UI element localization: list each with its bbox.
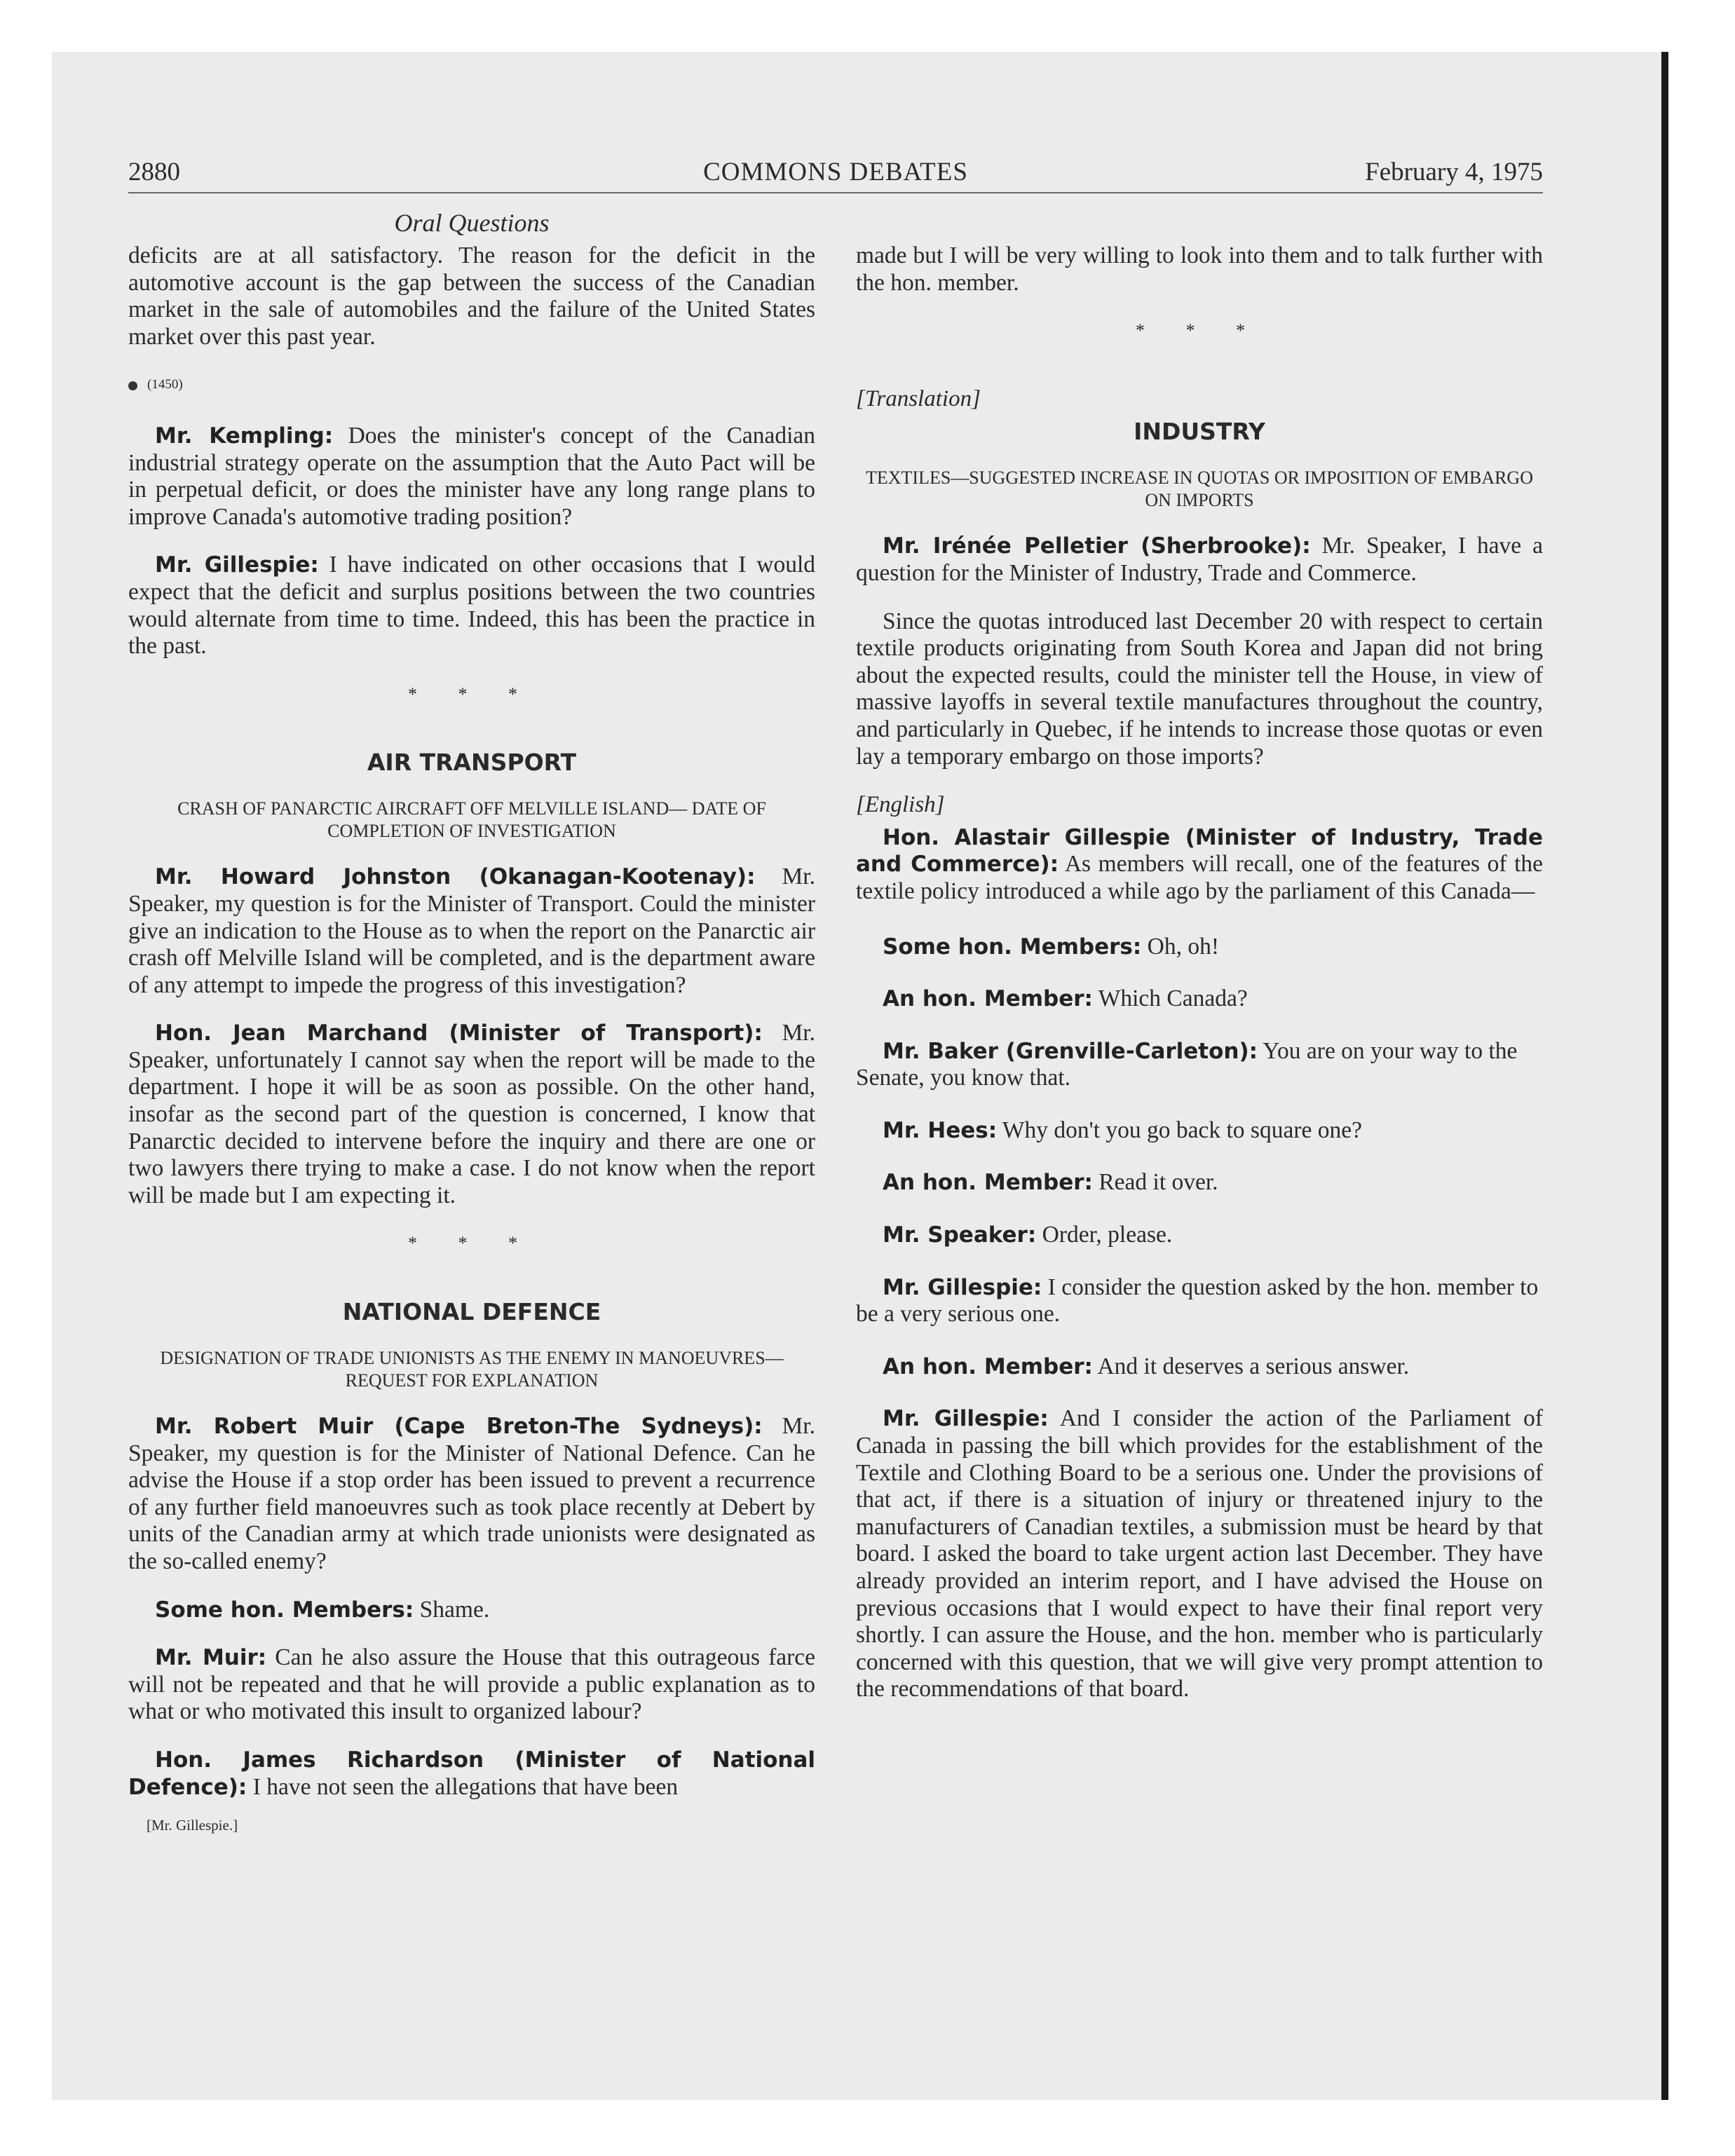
speech: Mr. Speaker: Order, please. <box>883 1222 1173 1248</box>
right-column <box>856 243 1543 1724</box>
speech: An hon. Member: Which Canada? <box>883 985 1248 1012</box>
page-edge-shadow <box>1661 52 1668 2100</box>
speech: Mr. Gillespie: I consider the question asked by the hon. member to be a very serious one. <box>856 1274 1539 1328</box>
bullet-icon <box>128 381 137 390</box>
speech: Hon. Alastair Gillespie (Minister of Industry, Trade and Commerce): As members will recall, one of the features of the textile policy introduced a while ago by the parliament of this Canada— <box>856 824 1543 904</box>
speech: Some hon. Members: Shame. <box>155 1596 490 1623</box>
time-marker: (1450) <box>128 371 815 399</box>
speech: Mr. Kempling: Does the minister's concept of the Canadian industrial strategy operate on the assumption that the Auto Pact will be in perpetual deficit, or does the minister have any long range plans to improve Canada's automotive trading position? <box>128 422 815 530</box>
speech: Some hon. Members: Oh, oh! <box>883 933 1220 960</box>
page-date: February 4, 1975 <box>1365 158 1543 186</box>
speaker-name: Mr. Gillespie: <box>883 1406 1049 1432</box>
section-heading-oral-questions: Oral Questions <box>394 209 550 237</box>
section-subtitle: CRASH OF PANARCTIC AIRCRAFT OFF MELVILLE ISLAND— DATE OF COMPLETION OF INVESTIGATION <box>177 798 766 842</box>
speech: Mr. Baker (Grenville-Carleton): You are on your way to the Senate, you know that. <box>856 1037 1518 1091</box>
speech: Hon. Jean Marchand (Minister of Transport): Mr. Speaker, unfortunately I cannot say when the report will be made to the department. I hope it will be as soon as possible. On the other hand, insofar as the second part of the question is concerned, I know that Panarctic decided to intervene before the inquiry and there are one or two lawyers there trying to make a case. I do not know when the report will be made but I am expecting it. <box>128 1020 815 1208</box>
speaker-name: Hon. James Richardson (Minister of National Defence): <box>128 1747 815 1800</box>
paragraph: deficits are at all satisfactory. The reason for the deficit in the automotive account is the gap between the success of the Canadian market in the sale of automobiles and the failure of the United States market over this past year. <box>128 243 815 350</box>
speaker-name: Mr. Hees: <box>883 1117 998 1143</box>
publication-title: COMMONS DEBATES <box>703 158 968 186</box>
speaker-name: Mr. Kempling: <box>155 423 334 449</box>
section-title: AIR TRANSPORT <box>367 749 577 777</box>
section-separator: * * * <box>1136 320 1263 341</box>
paragraph: made but I will be very willing to look into them and to talk further with the hon. member. <box>856 243 1543 296</box>
footnote: [Mr. Gillespie.] <box>147 1817 238 1834</box>
speaker-name: Mr. Robert Muir (Cape Breton-The Sydneys): <box>155 1414 763 1440</box>
section-separator: * * * <box>408 1233 536 1254</box>
paragraph: Since the quotas introduced last December 20 with respect to certain textile products originating from South Korea and Japan did not bring about the expected results, could the minister tell the House, in view of massive layoffs in several textile manufactures throughout the country, and particularly in Quebec, if he intends to increase those quotas or even lay a temporary embargo on those imports? <box>856 608 1543 770</box>
speech: Mr. Irénée Pelletier (Sherbrooke): Mr. Speaker, I have a question for the Minister of Industry, Trade and Commerce. <box>856 533 1543 586</box>
speech: An hon. Member: Read it over. <box>883 1169 1218 1196</box>
speech: Hon. James Richardson (Minister of National Defence): I have not seen the allegations that have been <box>128 1747 815 1800</box>
speech: Mr. Gillespie: And I consider the action of the Parliament of Canada in passing the bill which provides for the establishment of the Textile and Clothing Board to be a serious one. Under the provisions of that act, if there is a situation of injury or threatened injury to the manufacturers of Canadian textiles, a submission must be heard by that board. I asked the board to take urgent action last December. They have already provided an interim report, and I have advised the House on previous occasions that I would expect to have their final report very shortly. I can assure the House, and the hon. member who is particularly concerned with this question, that we will give very prompt attention to the recommendations of that board. <box>856 1405 1544 1703</box>
page-number: 2880 <box>128 158 180 186</box>
speaker-name: Hon. Alastair Gillespie (Minister of Industry, Trade and Commerce): <box>856 824 1543 878</box>
speech: Mr. Gillespie: I have indicated on other occasions that I would expect that the deficit and surplus positions between the two countries would alternate from time to time. Indeed, this has been the practice in the past. <box>128 552 816 660</box>
speech: An hon. Member: And it deserves a serious answer. <box>883 1353 1410 1379</box>
left-column <box>128 243 815 1839</box>
speaker-name: Mr. Gillespie: <box>155 552 319 578</box>
language-marker: [Translation] <box>856 386 981 411</box>
section-title: INDUSTRY <box>1134 418 1265 446</box>
speaker-name: An hon. Member: <box>883 1353 1093 1379</box>
speaker-name: Mr. Irénée Pelletier (Sherbrooke): <box>883 533 1311 559</box>
language-marker: [English] <box>856 792 945 818</box>
speaker-name: Hon. Jean Marchand (Minister of Transport): <box>155 1021 763 1046</box>
speaker-name: Mr. Gillespie: <box>883 1274 1042 1300</box>
section-subtitle: TEXTILES—SUGGESTED INCREASE IN QUOTAS OR IMPOSITION OF EMBARGO ON IMPORTS <box>866 468 1533 511</box>
speaker-name: Mr. Howard Johnston (Okanagan-Kootenay): <box>155 864 756 890</box>
speech: Mr. Muir: Can he also assure the House that this outrageous farce will not be repeated and that he will provide a public explanation as to what or who motivated this insult to organized labour? <box>128 1644 815 1725</box>
section-title: NATIONAL DEFENCE <box>342 1298 601 1326</box>
page-header <box>128 153 1543 193</box>
speaker-name: An hon. Member: <box>883 1170 1093 1196</box>
speaker-name: Mr. Muir: <box>155 1645 267 1671</box>
speech: Mr. Robert Muir (Cape Breton-The Sydneys): Mr. Speaker, my question is for the Minister of National Defence. Can he advise the House if a stop order has been issued to prevent a recurrence of any further field manoeuvres such as took place recently at Debert by units of the Canadian army at which trade unionists were designated as the so-called enemy? <box>128 1413 815 1574</box>
speech: Mr. Howard Johnston (Okanagan-Kootenay): Mr. Speaker, my question is for the Minister of Transport. Could the minister give an indication to the House as to when the report on the Panarctic air crash off Melville Island will be completed, and is the department aware of any attempt to impede the progress of this investigation? <box>128 864 815 998</box>
section-separator: * * * <box>408 683 536 704</box>
speaker-name: An hon. Member: <box>883 986 1093 1012</box>
speaker-name: Mr. Baker (Grenville-Carleton): <box>883 1038 1258 1064</box>
section-subtitle: DESIGNATION OF TRADE UNIONISTS AS THE ENEMY IN MANOEUVRES—REQUEST FOR EXPLANATION <box>160 1348 784 1391</box>
speaker-name: Mr. Speaker: <box>883 1222 1037 1248</box>
speech: Mr. Hees: Why don't you go back to square one? <box>883 1117 1362 1143</box>
speaker-name: Some hon. Members: <box>883 934 1142 960</box>
speaker-name: Some hon. Members: <box>155 1597 414 1623</box>
